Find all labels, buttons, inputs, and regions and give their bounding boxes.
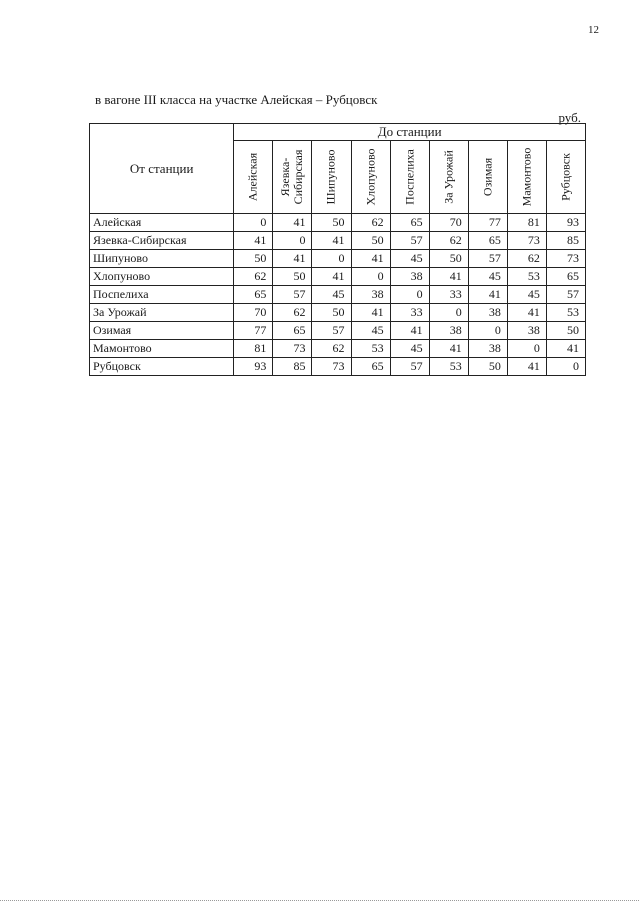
fare-cell: 41 xyxy=(312,268,351,286)
table-caption: в вагоне III класса на участке Алейская – Рубцовск xyxy=(95,92,378,107)
fare-cell: 57 xyxy=(546,286,585,304)
table-row xyxy=(90,232,586,250)
fare-cell: 85 xyxy=(273,358,312,376)
fare-cell: 65 xyxy=(351,358,390,376)
origin-station-cell: За Урожай xyxy=(90,304,234,322)
fare-cell: 38 xyxy=(429,322,468,340)
fare-cell: 73 xyxy=(312,358,351,376)
destination-column-label: Рубцовск xyxy=(558,153,573,201)
fare-cell: 50 xyxy=(468,358,507,376)
fare-cell: 53 xyxy=(429,358,468,376)
fare-cell: 41 xyxy=(234,232,273,250)
destination-column-header xyxy=(429,141,468,214)
fare-cell: 41 xyxy=(507,304,546,322)
fare-cell: 57 xyxy=(312,322,351,340)
origin-station-cell: Поспелиха xyxy=(90,286,234,304)
table-row xyxy=(90,214,586,232)
table-row xyxy=(90,268,586,286)
fare-cell: 33 xyxy=(429,286,468,304)
fare-cell: 53 xyxy=(351,340,390,358)
fare-cell: 50 xyxy=(351,232,390,250)
fare-cell: 62 xyxy=(273,304,312,322)
fare-cell: 0 xyxy=(546,358,585,376)
fare-cell: 0 xyxy=(429,304,468,322)
fare-cell: 81 xyxy=(507,214,546,232)
fare-cell: 45 xyxy=(351,322,390,340)
table-row xyxy=(90,286,586,304)
fare-cell: 50 xyxy=(234,250,273,268)
fare-cell: 65 xyxy=(468,232,507,250)
table-row xyxy=(90,322,586,340)
origin-station-cell: Мамонтово xyxy=(90,340,234,358)
fare-cell: 45 xyxy=(468,268,507,286)
fare-cell: 45 xyxy=(507,286,546,304)
fare-cell: 0 xyxy=(390,286,429,304)
fare-cell: 0 xyxy=(234,214,273,232)
destination-column-header xyxy=(546,141,585,214)
fare-cell: 70 xyxy=(234,304,273,322)
fare-cell: 93 xyxy=(546,214,585,232)
fare-cell: 70 xyxy=(429,214,468,232)
fare-cell: 33 xyxy=(390,304,429,322)
fare-cell: 0 xyxy=(468,322,507,340)
fare-cell: 53 xyxy=(507,268,546,286)
fare-table-body xyxy=(90,214,586,376)
to-station-header: До станции xyxy=(234,124,586,141)
page-bottom-rule xyxy=(0,900,639,901)
fare-cell: 38 xyxy=(468,340,507,358)
destination-column-label: Язевка- Сибирская xyxy=(278,149,306,205)
fare-cell: 41 xyxy=(507,358,546,376)
fare-cell: 85 xyxy=(546,232,585,250)
table-row xyxy=(90,358,586,376)
fare-cell: 50 xyxy=(312,214,351,232)
fare-cell: 77 xyxy=(234,322,273,340)
fare-cell: 50 xyxy=(273,268,312,286)
fare-cell: 41 xyxy=(312,232,351,250)
destination-column-header xyxy=(468,141,507,214)
origin-station-cell: Хлопуново xyxy=(90,268,234,286)
fare-cell: 41 xyxy=(273,250,312,268)
fare-cell: 0 xyxy=(312,250,351,268)
page-number: 12 xyxy=(588,24,599,36)
currency-unit: руб. xyxy=(558,110,581,125)
fare-cell: 38 xyxy=(507,322,546,340)
destination-column-label: Шипуново xyxy=(323,149,338,205)
destination-column-header xyxy=(273,141,312,214)
destination-column-header xyxy=(234,141,273,214)
fare-cell: 41 xyxy=(546,340,585,358)
fare-table xyxy=(89,123,586,376)
fare-cell: 73 xyxy=(546,250,585,268)
fare-cell: 57 xyxy=(273,286,312,304)
fare-cell: 65 xyxy=(273,322,312,340)
fare-cell: 62 xyxy=(429,232,468,250)
destination-column-label: Мамонтово xyxy=(519,147,534,207)
fare-cell: 73 xyxy=(507,232,546,250)
fare-cell: 65 xyxy=(234,286,273,304)
fare-cell: 62 xyxy=(351,214,390,232)
destination-column-header xyxy=(351,141,390,214)
destination-column-label: Поспелиха xyxy=(402,149,417,205)
from-station-header: От станции xyxy=(90,124,234,214)
fare-cell: 65 xyxy=(546,268,585,286)
fare-cell: 45 xyxy=(390,340,429,358)
fare-cell: 41 xyxy=(351,250,390,268)
destination-column-label: Озимая xyxy=(480,157,495,197)
fare-cell: 0 xyxy=(273,232,312,250)
table-row xyxy=(90,250,586,268)
destination-column-label: Алейская xyxy=(245,152,260,202)
fare-cell: 41 xyxy=(390,322,429,340)
fare-cell: 77 xyxy=(468,214,507,232)
destination-column-header xyxy=(312,141,351,214)
fare-cell: 0 xyxy=(507,340,546,358)
fare-cell: 38 xyxy=(390,268,429,286)
fare-cell: 81 xyxy=(234,340,273,358)
fare-cell: 93 xyxy=(234,358,273,376)
origin-station-cell: Озимая xyxy=(90,322,234,340)
fare-cell: 57 xyxy=(390,358,429,376)
fare-cell: 41 xyxy=(429,268,468,286)
destination-column-header xyxy=(390,141,429,214)
destination-column-header xyxy=(507,141,546,214)
destination-column-label: За Урожай xyxy=(441,150,456,204)
fare-cell: 62 xyxy=(234,268,273,286)
origin-station-cell: Шипуново xyxy=(90,250,234,268)
fare-cell: 57 xyxy=(390,232,429,250)
fare-cell: 45 xyxy=(390,250,429,268)
fare-cell: 41 xyxy=(429,340,468,358)
fare-cell: 0 xyxy=(351,268,390,286)
fare-cell: 38 xyxy=(351,286,390,304)
fare-cell: 41 xyxy=(468,286,507,304)
fare-cell: 38 xyxy=(468,304,507,322)
table-row xyxy=(90,304,586,322)
fare-cell: 50 xyxy=(429,250,468,268)
fare-cell: 73 xyxy=(273,340,312,358)
fare-cell: 53 xyxy=(546,304,585,322)
origin-station-cell: Алейская xyxy=(90,214,234,232)
origin-station-cell: Язевка-Сибирская xyxy=(90,232,234,250)
fare-cell: 41 xyxy=(273,214,312,232)
fare-cell: 45 xyxy=(312,286,351,304)
fare-cell: 50 xyxy=(312,304,351,322)
fare-cell: 65 xyxy=(390,214,429,232)
fare-cell: 41 xyxy=(351,304,390,322)
fare-cell: 50 xyxy=(546,322,585,340)
destination-column-label: Хлопуново xyxy=(363,148,378,206)
fare-cell: 62 xyxy=(507,250,546,268)
fare-cell: 62 xyxy=(312,340,351,358)
table-row xyxy=(90,340,586,358)
origin-station-cell: Рубцовск xyxy=(90,358,234,376)
fare-cell: 57 xyxy=(468,250,507,268)
